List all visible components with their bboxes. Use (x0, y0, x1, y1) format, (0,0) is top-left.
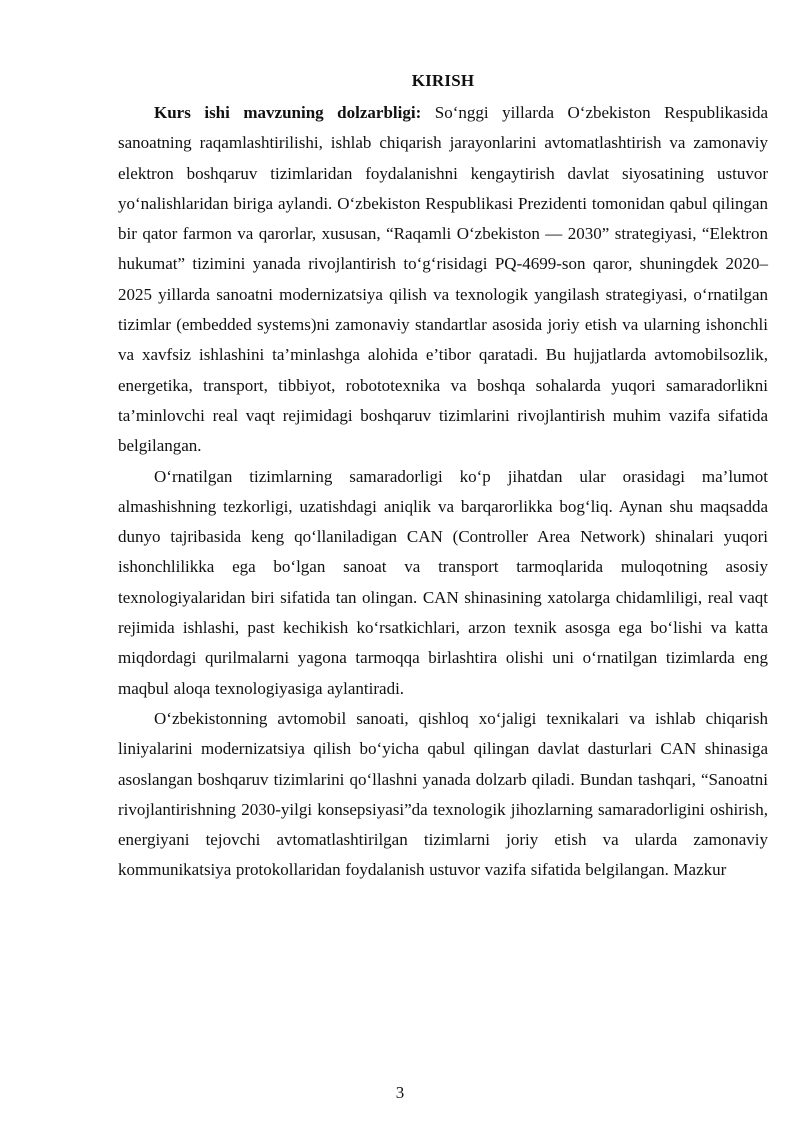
section-heading: KIRISH (411, 71, 475, 90)
paragraph-state-programs: O‘zbekistonning avtomobil sanoati, qishloq xo‘jaligi texnikalari va ishlab chiqarish liniyalarini modernizatsiya qilish bo‘yicha qabul qilingan davlat dasturlari CAN shinasiga asoslangan boshqaruv tizimlarini qo‘llashni yanada dolzarb qiladi. Bundan tashqari, “Sanoatni rivojlantirishning 2030-yilgi konsepsiyasi”da texnologik jihozlarning samaradorligini oshirish, energiyani tejovchi avtomatlashtirilgan tizimlarni joriy etish va ularda zamonaviy kommunikatsiya protokollaridan foydalanish ustuvor vazifa sifatida belgilangan. Mazkur (118, 708, 768, 880)
page-content (118, 64, 768, 886)
paragraph-relevance (118, 98, 768, 462)
paragraph-can-bus: O‘rnatilgan tizimlarning samaradorligi ko‘p jihatdan ular orasidagi ma’lumot almashishning tezkorligi, uzatishdagi aniqlik va barqarorlikka bog‘liq. Aynan shu maqsadda dunyo tajribasida keng qo‘llaniladigan CAN (Controller Area Network) shinalari yuqori ishonchlilikka ega bo‘lgan sanoat va transport tarmoqlarida muloqotning asosiy texnologiyalaridan biri sifatida tan olingan. CAN shinasining xatolarga chidamliligi, real vaqt rejimida ishlashi, past kechikish ko‘rsatkichlari, arzon texnik asosga ega bo‘lishi va katta miqdordagi qurilmalarni yagona tarmoqqa birlashtira olishi uni o‘rnatilgan tizimlarda eng maqbul aloqa texnologiyasiga aylantiradi. (118, 466, 768, 698)
paragraph-text: So‘nggi yillarda O‘zbekiston Respublikasida sanoatning raqamlashtirilishi, ishlab chiqarish jarayonlarini avtomatlashtirish va zamonaviy elektron boshqaruv tizimlaridan foydalanishni kengaytirish davlat siyosatining ustuvor yo‘nalishlaridan biriga aylandi. O‘zbekiston Respublikasi Prezidenti tomonidan qabul qilingan bir qator farmon va qarorlar, xususan, “Raqamli O‘zbekiston — 2030” strategiyasi, “Elektron hukumat” tizimini yanada rivojlantirish to‘g‘risidagi PQ-4699-son qaror, shuningdek 2020–2025 yillarda sanoatni modernizatsiya qilish va texnologik yangilash strategiyasi, o‘rnatilgan tizimlar (embedded systems)ni zamonaviy standartlar asosida joriy etish va ularning ishonchli va xavfsiz ishlashini ta’minlashga alohida e’tibor qaratadi. Bu hujjatlarda avtomobilsozlik, energetika, transport, tibbiyot, robototexnika va boshqa sohalarda yuqori samaradorlikni ta’minlovchi real vaqt rejimidagi boshqaruv tizimlarini rivojlantirish muhim vazifa sifatida belgilangan. (118, 103, 768, 456)
paragraph-lead-label: Kurs ishi mavzuning dolzarbligi: (154, 103, 422, 122)
page-number: 3 (395, 1083, 405, 1102)
